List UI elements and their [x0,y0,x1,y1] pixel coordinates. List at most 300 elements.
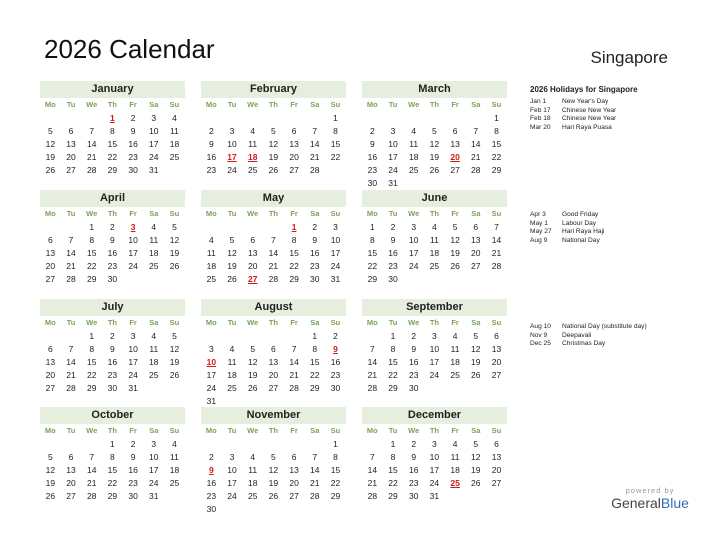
day-cell: 24 [429,478,440,488]
day-cell: 18 [408,152,419,162]
month-days-grid [362,207,507,286]
holiday-date: May 27 [530,228,552,235]
day-cell: 5 [47,126,53,136]
day-cell: 29 [86,383,97,393]
holiday-row [530,124,700,133]
month-header: October [40,407,185,424]
day-cell: 28 [491,261,502,271]
day-cell: 6 [47,344,53,354]
month-days-grid [201,316,346,408]
weekday-label: Su [330,209,341,218]
day-cell: 23 [128,478,138,488]
day-cell: 21 [86,152,97,162]
weekday-label: Th [107,318,117,327]
weekday-label: Th [429,318,439,327]
day-cell: 7 [89,452,95,462]
day-cell: 23 [310,261,320,271]
day-cell: 19 [268,478,279,488]
weekday-label: Su [169,209,180,218]
holiday-date: Nov 9 [530,331,548,339]
day-cell: 11 [409,139,419,149]
day-cell: 7 [68,235,74,245]
day-cell: 31 [149,491,159,501]
empty-day-cell [263,221,284,234]
weekday-label: Th [107,100,117,109]
day-cell: 23 [367,165,378,175]
day-cell: 5 [271,452,276,462]
day-cell: 19 [268,152,279,162]
day-cell: 24 [206,383,217,393]
day-cell: 1 [333,439,338,449]
day-cell: 3 [208,344,214,354]
weekday-label: Fr [451,318,459,327]
day-cell: 26 [268,491,279,501]
day-cell: 31 [330,274,341,284]
day-cell: 1 [390,331,396,341]
day-cell: 22 [330,478,341,488]
weekday-label: Fr [129,100,137,109]
month-days-grid [201,98,346,177]
weekday-label: Sa [310,426,320,435]
day-cell: 26 [169,370,180,380]
day-cell: 5 [432,126,437,136]
day-cell: 30 [128,491,138,501]
day-cell: 11 [170,126,179,136]
day-cell: 12 [471,344,481,354]
day-cell: 13 [45,357,56,367]
day-cell: 5 [271,126,276,136]
month-header: March [362,81,507,98]
month-august [201,299,346,408]
day-cell: 1 [89,222,95,232]
day-cell: 30 [107,383,118,393]
day-cell: 10 [149,126,159,136]
empty-day-cell [263,438,284,451]
day-cell: 3 [333,222,338,232]
weekday-label: Sa [471,318,481,327]
day-cell: 2 [411,439,417,449]
weekday-label: Sa [310,318,320,327]
day-cell: 19 [45,478,56,488]
day-cell: 29 [388,383,398,393]
holiday-name: National Day [562,236,600,244]
day-cell: 16 [128,139,138,149]
weekday-label: Sa [310,100,320,109]
weekday-label: Tu [388,426,398,435]
day-cell: 25 [149,261,159,271]
day-cell: 20 [289,478,299,488]
weekday-label: Tu [66,318,76,327]
day-cell: 2 [130,113,136,123]
weekday-label: Mo [44,318,56,327]
day-cell: 21 [491,248,502,258]
weekday-label: Mo [366,100,378,109]
day-cell: 6 [47,235,53,245]
empty-day-cell [201,330,222,343]
day-cell: 3 [130,331,136,341]
day-cell: 18 [169,139,180,149]
day-cell: 9 [130,452,136,462]
month-header: September [362,299,507,316]
weekday-label: Tu [388,100,398,109]
day-cell: 7 [473,126,479,136]
day-cell: 25 [429,261,440,271]
day-cell: 20 [45,261,56,271]
day-cell: 21 [66,370,76,380]
day-cell: 7 [369,452,375,462]
day-cell: 15 [388,357,398,367]
day-cell: 3 [151,439,157,449]
day-cell: 3 [390,126,396,136]
weekday-label: Fr [129,318,137,327]
weekday-label: Fr [290,318,298,327]
day-cell: 1 [312,331,318,341]
day-cell: 5 [473,331,479,341]
day-cell: 12 [268,465,279,475]
day-cell: 19 [429,152,440,162]
holiday-name: Good Friday [562,211,599,218]
day-cell: 6 [291,126,297,136]
day-cell: 8 [110,452,115,462]
holiday-date: Feb 18 [530,115,551,122]
weekday-label: Sa [471,100,481,109]
weekday-label: Th [107,426,117,435]
empty-day-cell [222,330,243,343]
day-cell: 28 [367,491,378,501]
weekday-label: Th [429,426,439,435]
day-cell: 3 [432,439,437,449]
day-cell: 2 [369,126,375,136]
day-cell: 11 [450,344,460,354]
weekday-label: Mo [205,426,217,435]
day-cell: 24 [128,261,138,271]
holiday-day-cell: 10 [206,357,217,367]
weekday-label: Su [491,318,502,327]
weekday-label: Fr [290,100,298,109]
day-cell: 26 [227,274,237,284]
day-cell: 30 [107,274,118,284]
day-cell: 11 [227,357,237,367]
weekday-label: Th [268,100,278,109]
weekday-label: Mo [205,209,217,218]
powered-by-text: powered by [625,486,675,495]
day-cell: 29 [367,274,378,284]
weekday-label: Su [169,426,180,435]
month-november [201,407,346,516]
page-title: 2026 Calendar [44,34,215,64]
month-header: April [40,190,185,207]
empty-day-cell [304,112,325,125]
day-cell: 26 [429,165,440,175]
holiday-date: Jan 1 [530,98,547,105]
day-cell: 31 [388,178,398,188]
weekday-label: Fr [451,209,459,218]
holiday-day-cell: 27 [247,274,258,284]
day-cell: 14 [86,139,97,149]
day-cell: 22 [367,261,378,271]
weekday-label: We [86,100,98,109]
day-cell: 17 [128,357,138,367]
day-cell: 31 [429,491,440,501]
empty-day-cell [263,330,284,343]
day-cell: 8 [89,235,95,245]
month-days-grid [40,98,185,177]
holiday-day-cell: 17 [227,152,237,162]
day-cell: 26 [45,491,56,501]
day-cell: 22 [388,370,398,380]
day-cell: 17 [149,139,159,149]
holiday-name: Christmas Day [562,340,606,347]
day-cell: 29 [491,165,502,175]
day-cell: 24 [429,370,440,380]
day-cell: 1 [390,439,396,449]
day-cell: 16 [367,152,378,162]
day-cell: 19 [471,357,481,367]
day-cell: 15 [330,139,341,149]
day-cell: 16 [330,357,341,367]
weekday-label: Fr [290,426,298,435]
empty-day-cell [61,112,82,125]
day-cell: 21 [367,370,378,380]
day-cell: 1 [333,113,338,123]
day-cell: 19 [45,152,56,162]
day-cell: 31 [149,165,159,175]
holiday-row [530,107,700,116]
day-cell: 11 [170,452,179,462]
day-cell: 29 [107,491,118,501]
day-cell: 8 [390,344,396,354]
holiday-day-cell: 18 [247,152,258,162]
day-cell: 27 [450,165,460,175]
day-cell: 13 [268,357,279,367]
day-cell: 2 [110,222,115,232]
day-cell: 7 [494,222,499,232]
day-cell: 19 [471,465,481,475]
holiday-day-cell: 25 [450,478,460,488]
day-cell: 4 [452,331,458,341]
day-cell: 28 [310,491,320,501]
day-cell: 4 [229,344,235,354]
empty-day-cell [383,112,404,125]
day-cell: 22 [107,152,118,162]
weekday-label: Th [268,426,278,435]
day-cell: 6 [271,344,276,354]
day-cell: 19 [169,248,180,258]
day-cell: 10 [429,344,440,354]
day-cell: 3 [229,452,235,462]
day-cell: 18 [429,248,440,258]
holiday-list-title: 2026 Holidays for Singapore [530,85,638,94]
day-cell: 4 [151,222,157,232]
day-cell: 16 [408,465,419,475]
holiday-group-2 [530,211,700,245]
day-cell: 29 [388,491,398,501]
day-cell: 8 [494,126,499,136]
day-cell: 22 [289,261,299,271]
day-cell: 18 [450,465,460,475]
empty-day-cell [242,438,263,451]
day-cell: 4 [452,439,458,449]
weekday-label: Tu [66,100,76,109]
day-cell: 16 [206,478,217,488]
weekday-label: Tu [227,209,237,218]
day-cell: 22 [86,261,97,271]
day-cell: 22 [107,478,118,488]
day-cell: 26 [471,370,481,380]
day-cell: 17 [429,357,440,367]
brand-blue: Blue [660,495,689,511]
day-cell: 9 [390,235,396,245]
day-cell: 13 [471,235,481,245]
day-cell: 6 [452,126,458,136]
holiday-row [530,340,700,349]
day-cell: 26 [247,383,258,393]
day-cell: 12 [247,357,258,367]
day-cell: 29 [289,274,299,284]
day-cell: 30 [408,383,419,393]
holiday-day-cell: 1 [291,222,297,232]
month-march [362,81,507,190]
day-cell: 26 [450,261,460,271]
day-cell: 27 [268,383,279,393]
month-days-grid [362,316,507,395]
day-cell: 9 [130,126,136,136]
day-cell: 20 [247,261,258,271]
day-cell: 18 [227,370,237,380]
day-cell: 4 [172,113,177,123]
day-cell: 12 [471,452,481,462]
day-cell: 27 [45,383,56,393]
day-cell: 7 [68,344,74,354]
day-cell: 20 [66,152,76,162]
day-cell: 28 [367,383,378,393]
day-cell: 30 [388,274,398,284]
day-cell: 27 [45,274,56,284]
day-cell: 9 [411,344,417,354]
holiday-name: Chinese New Year [562,115,617,122]
day-cell: 13 [247,248,258,258]
weekday-label: We [86,209,98,218]
empty-day-cell [61,221,82,234]
month-december [362,407,507,503]
day-cell: 22 [491,152,502,162]
day-cell: 10 [227,139,237,149]
weekday-label: Sa [471,426,481,435]
day-cell: 2 [110,331,115,341]
weekday-label: Fr [290,209,298,218]
month-header: August [201,299,346,316]
day-cell: 13 [450,139,460,149]
holiday-day-cell: 3 [130,222,136,232]
day-cell: 4 [208,235,214,245]
day-cell: 13 [66,139,76,149]
day-cell: 11 [248,139,258,149]
day-cell: 18 [169,465,180,475]
month-header: November [201,407,346,424]
day-cell: 14 [367,465,378,475]
day-cell: 13 [491,452,502,462]
month-header: June [362,190,507,207]
weekday-label: Su [491,209,502,218]
day-cell: 8 [89,344,95,354]
day-cell: 22 [330,152,341,162]
day-cell: 10 [429,452,440,462]
weekday-label: Th [268,318,278,327]
day-cell: 14 [491,235,502,245]
weekday-label: Th [429,100,439,109]
weekday-label: Sa [149,100,159,109]
day-cell: 28 [86,491,97,501]
day-cell: 27 [66,165,76,175]
day-cell: 14 [471,139,481,149]
day-cell: 31 [206,396,217,406]
day-cell: 5 [229,235,235,245]
day-cell: 19 [247,370,258,380]
weekday-label: Tu [66,209,76,218]
weekday-label: Mo [44,100,56,109]
holiday-row [530,220,700,229]
day-cell: 16 [388,248,398,258]
day-cell: 20 [268,370,279,380]
day-cell: 24 [408,261,419,271]
month-april [40,190,185,286]
day-cell: 10 [408,235,419,245]
day-cell: 1 [89,331,95,341]
weekday-label: We [408,318,420,327]
month-header: January [40,81,185,98]
day-cell: 12 [268,139,279,149]
day-cell: 23 [107,370,118,380]
day-cell: 24 [388,165,398,175]
empty-day-cell [284,112,305,125]
day-cell: 3 [151,113,157,123]
day-cell: 2 [130,439,136,449]
day-cell: 21 [86,478,97,488]
weekday-label: We [408,209,420,218]
day-cell: 14 [86,465,97,475]
day-cell: 30 [330,383,341,393]
day-cell: 5 [452,222,458,232]
empty-day-cell [263,112,284,125]
day-cell: 2 [208,126,214,136]
holiday-name: Labour Day [562,219,597,227]
day-cell: 15 [330,465,341,475]
day-cell: 17 [128,248,138,258]
weekday-label: We [247,100,259,109]
day-cell: 15 [107,465,118,475]
holiday-day-cell: 9 [333,344,338,354]
day-cell: 27 [66,491,76,501]
day-cell: 17 [408,248,419,258]
month-days-grid [40,316,185,395]
day-cell: 18 [450,357,460,367]
day-cell: 17 [206,370,217,380]
empty-day-cell [242,112,263,125]
day-cell: 8 [390,452,396,462]
day-cell: 2 [390,222,396,232]
day-cell: 8 [110,126,115,136]
day-cell: 6 [291,452,297,462]
empty-day-cell [362,438,383,451]
day-cell: 27 [491,478,502,488]
weekday-label: Sa [471,209,481,218]
weekday-label: Sa [310,209,320,218]
day-cell: 24 [149,478,159,488]
day-cell: 3 [411,222,417,232]
day-cell: 18 [149,248,159,258]
day-cell: 17 [388,152,398,162]
empty-day-cell [81,438,102,451]
